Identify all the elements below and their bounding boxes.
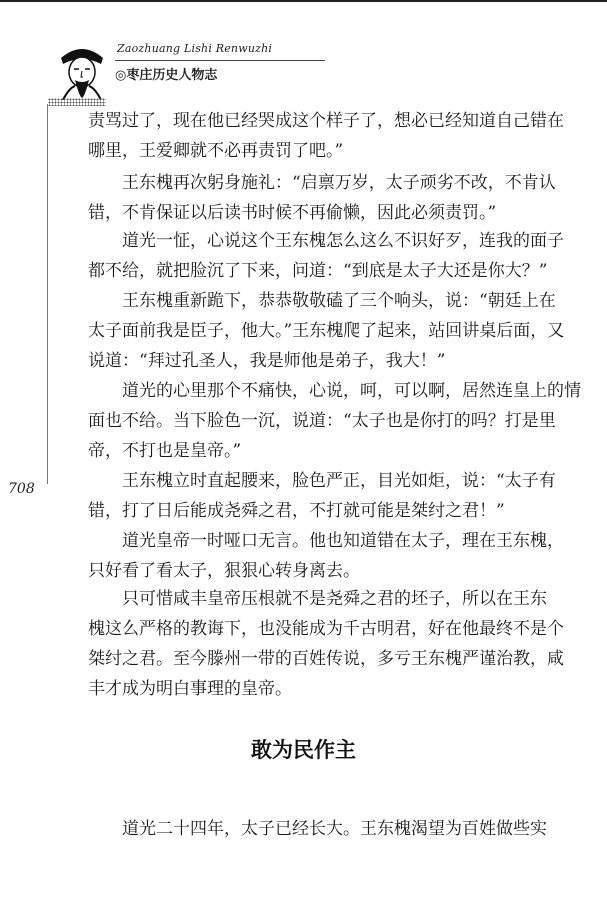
- text-line: 都不给，就把脸沉了下来，问道：“到底是太子大还是你大？”: [88, 261, 548, 281]
- text-line: 王东槐再次躬身施礼：“启禀万岁，太子顽劣不改，不肯认: [88, 173, 556, 193]
- text-line: 王东槐立时直起腰来，脸色严正，目光如炬，说：“太子有: [88, 471, 556, 491]
- section-heading: 敢为民作主: [251, 738, 356, 762]
- margin-rule: [47, 104, 48, 484]
- header-rule: [115, 60, 325, 61]
- text-line: 道光一怔，心说这个王东槐怎么这么不识好歹，连我的面子: [88, 231, 564, 251]
- paragraph: [88, 376, 581, 466]
- paragraph: [88, 106, 564, 166]
- text-line: 桀纣之君。至今滕州一带的百姓传说，多亏王东槐严谨治教，咸: [88, 649, 564, 669]
- text-line: 哪里，王爱卿就不必再责罚了吧。”: [88, 141, 344, 161]
- text-line: 只可惜咸丰皇帝压根就不是尧舜之君的坯子，所以在王东: [88, 589, 547, 609]
- text-line: 说道：“拜过孔圣人，我是师他是弟子，我大！”: [88, 351, 446, 371]
- paragraph: [88, 814, 558, 844]
- portrait-illustration: [55, 38, 109, 100]
- series-latin-title: Zaozhuang Lishi Renwuzhi: [117, 42, 273, 55]
- text-line: 道光二十四年，太子已经长大。王东槐渴望为百姓做些实: [88, 819, 547, 839]
- paragraph: [88, 466, 558, 526]
- text-line: 面也不给。当下脸色一沉，说道：“太子也是你打的吗？打是里: [88, 411, 556, 431]
- text-line: 责骂过了，现在他已经哭成这个样子了，想必已经知道自己错在: [88, 111, 564, 131]
- text-line: 错，不肯保证以后读书时候不再偷懒，因此必须责罚。”: [88, 203, 497, 223]
- text-line: 槐这么严格的教诲下，也没能成为千古明君，好在他最终不是个: [88, 619, 564, 639]
- paragraph: [88, 168, 558, 228]
- text-line: 丰才成为明白事理的皇帝。: [88, 679, 292, 699]
- paragraph: [88, 286, 565, 376]
- text-line: 太子面前我是臣子，他大。”王东槐爬了起来，站回讲桌后面，又: [88, 321, 565, 341]
- page-number: 708: [8, 481, 35, 497]
- text-line: 帝，不打也是皇帝。”: [88, 441, 242, 461]
- paragraph: [88, 526, 564, 586]
- text-line: 道光的心里那个不痛快，心说，呵，可以啊，居然连皇上的情: [88, 381, 581, 401]
- top-rule: [0, 0, 607, 2]
- text-line: 错，打了日后能成尧舜之君，不打就可能是桀纣之君！”: [88, 501, 505, 521]
- text-line: 王东槐重新跪下，恭恭敬敬磕了三个响头，说：“朝廷上在: [88, 291, 556, 311]
- text-line: 只好看了看太子，狠狠心转身离去。: [88, 561, 360, 581]
- text-line: 道光皇帝一时哑口无言。他也知道错在太子，理在王东槐，: [88, 531, 564, 551]
- paragraph: [88, 226, 564, 286]
- margin-dots: [48, 98, 106, 106]
- paragraph: [88, 584, 564, 704]
- book-title: ◎枣庄历史人物志: [115, 68, 218, 83]
